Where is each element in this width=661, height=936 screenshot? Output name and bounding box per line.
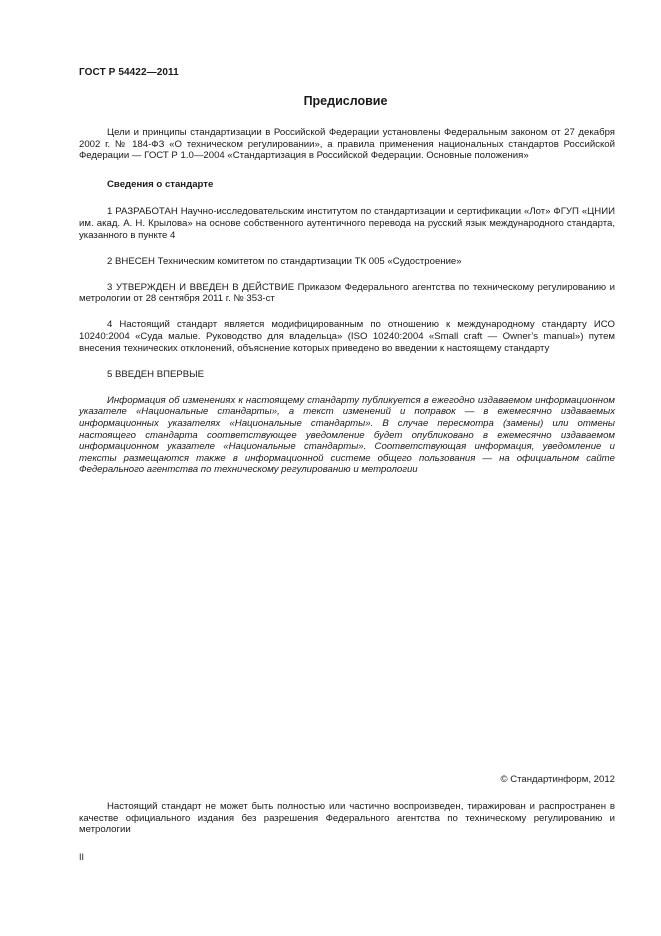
document-body	[79, 127, 615, 488]
item-3: 3 УТВЕРЖДЕН И ВВЕДЕН В ДЕЙСТВИЕ Приказом Федерального агентства по техническому регулированию и метрологии от 28 сентября 2011 г. № 353-ст	[79, 281, 615, 305]
page-title: Предисловие	[303, 94, 388, 108]
item-4: 4 Настоящий стандарт является модифицированным по отношению к международному стандарту ИСО 10240:2004 «Суда малые. Руководство для владельца» (ISO 10240:2004 «Small craft — Owner’s manual») путем внесения технических отклонений, объяснение которых приведено во введении к настоящему стандарту	[79, 319, 615, 354]
page-number: II	[79, 852, 85, 862]
intro-paragraph: Цели и принципы стандартизации в Российской Федерации установлены Федеральным законом от 27 декабря 2002 г. № 184-ФЗ «О техническом регулировании», а правила применения национальных стандартов Российской Федерации — ГОСТ Р 1.0—2004 «Стандартизация в Российской Федерации. Основные положения»	[79, 127, 615, 162]
item-1: 1 РАЗРАБОТАН Научно-исследовательским институтом по стандартизации и сертификации «Лот» ФГУП «ЦНИИ им. акад. А. Н. Крылова» на основе собственного аутентичного перевода на русский язык международного стандарта, указанного в пункте 4	[79, 206, 615, 241]
section-heading: Сведения о стандарте	[107, 178, 214, 190]
copyright-notice: © Стандартинформ, 2012	[500, 774, 615, 785]
item-2: 2 ВНЕСЕН Техническим комитетом по стандартизации ТК 005 «Судостроение»	[107, 255, 462, 267]
footer-note: Настоящий стандарт не может быть полностью или частично воспроизведен, тиражирован и распространен в качестве официального издания без разрешения Федерального агентства по техническому регулированию и метрологии	[79, 801, 615, 836]
info-note: Информация об изменениях к настоящему стандарту публикуется в ежегодно издаваемом информационном указателе «Национальные стандарты», а текст изменений и поправок — в ежемесячно издаваемых информационных указателях «Национальные стандарты». В случае пересмотра (замены) или отмены настоящего стандарта соответствующее уведомление будет опубликовано в ежемесячно издаваемом информационном указателе «Национальные стандарты». Соответствующая информация, уведомление и тексты размещаются также в информационной системе общего пользования — на официальном сайте Федерального агентства по техническому регулированию и метрологии	[79, 394, 615, 476]
document-header: ГОСТ Р 54422—2011	[79, 67, 179, 78]
item-5: 5 ВВЕДЕН ВПЕРВЫЕ	[107, 368, 205, 380]
